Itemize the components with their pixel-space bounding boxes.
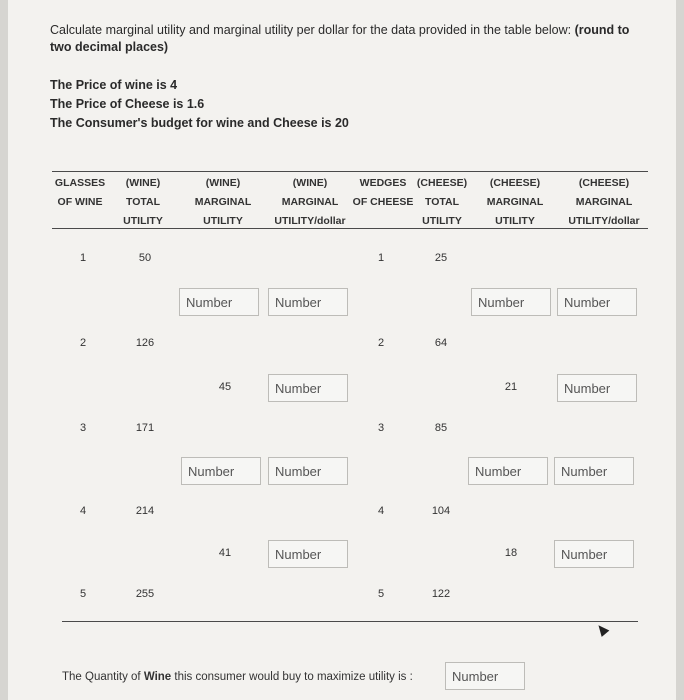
wine-total-cell: 126	[135, 337, 155, 349]
header-wine-marginal-utility: (WINE) MARGINAL UTILITY	[194, 177, 252, 227]
wine-mu-input-3[interactable]	[181, 457, 261, 485]
wine-mu-per-dollar-input-1[interactable]	[268, 288, 348, 316]
wine-price-info: The Price of wine is 4	[50, 78, 178, 92]
wine-mu-value: 41	[218, 547, 232, 559]
cheese-price-info: The Price of Cheese is 1.6	[50, 97, 205, 111]
cheese-total-cell: 85	[434, 422, 448, 434]
wedges-cell: 1	[377, 252, 385, 264]
cheese-mu-per-dollar-input-2[interactable]	[557, 374, 637, 402]
wine-total-cell: 214	[135, 505, 155, 517]
cheese-total-cell: 104	[431, 505, 451, 517]
wine-mu-per-dollar-input-3[interactable]	[268, 457, 348, 485]
table-header-rule	[52, 228, 648, 229]
wine-quantity-question: The Quantity of Wine this consumer would buy to maximize utility is :	[62, 671, 413, 683]
cheese-mu-input-1[interactable]	[471, 288, 551, 316]
wine-total-cell: 255	[135, 588, 155, 600]
budget-info: The Consumer's budget for wine and Cheese is 20	[50, 116, 349, 130]
cheese-mu-value: 18	[504, 547, 518, 559]
glasses-cell: 3	[79, 422, 87, 434]
wine-mu-per-dollar-input-2[interactable]	[268, 374, 348, 402]
cheese-total-cell: 64	[434, 337, 448, 349]
glasses-cell: 4	[79, 505, 87, 517]
cheese-mu-value: 21	[504, 381, 518, 393]
wine-total-cell: 171	[135, 422, 155, 434]
cheese-mu-per-dollar-input-1[interactable]	[557, 288, 637, 316]
table-bottom-rule	[62, 621, 638, 622]
wine-mu-per-dollar-input-4[interactable]	[268, 540, 348, 568]
header-glasses-of-wine: GLASSES OF WINE	[54, 177, 106, 208]
cheese-mu-per-dollar-input-3[interactable]	[554, 457, 634, 485]
header-wedges-of-cheese: WEDGES OF CHEESE	[352, 177, 414, 208]
cheese-total-cell: 122	[431, 588, 451, 600]
header-wine-mu-per-dollar: (WINE) MARGINAL UTILITY/dollar	[274, 177, 346, 227]
glasses-cell: 5	[79, 588, 87, 600]
header-cheese-marginal-utility: (CHEESE) MARGINAL UTILITY	[486, 177, 544, 227]
glasses-cell: 2	[79, 337, 87, 349]
wine-total-cell: 50	[138, 252, 152, 264]
wine-mu-value: 45	[218, 381, 232, 393]
wedges-cell: 2	[377, 337, 385, 349]
header-cheese-mu-per-dollar: (CHEESE) MARGINAL UTILITY/dollar	[568, 177, 640, 227]
question-main: Calculate marginal utility and marginal utility per dollar for the data provided in the table below:	[50, 23, 575, 37]
cheese-total-cell: 25	[434, 252, 448, 264]
table-top-rule	[52, 171, 648, 172]
question-text	[50, 22, 630, 56]
header-wine-total-utility: (WINE) TOTAL UTILITY	[123, 177, 163, 227]
wine-mu-input-1[interactable]	[179, 288, 259, 316]
cheese-mu-per-dollar-input-4[interactable]	[554, 540, 634, 568]
glasses-cell: 1	[79, 252, 87, 264]
wine-quantity-input[interactable]	[445, 662, 525, 690]
wedges-cell: 3	[377, 422, 385, 434]
wedges-cell: 4	[377, 505, 385, 517]
question-emphasis: (round to two decimal places)	[50, 23, 630, 54]
cheese-mu-input-3[interactable]	[468, 457, 548, 485]
header-cheese-total-utility: (CHEESE) TOTAL UTILITY	[416, 177, 468, 227]
wedges-cell: 5	[377, 588, 385, 600]
